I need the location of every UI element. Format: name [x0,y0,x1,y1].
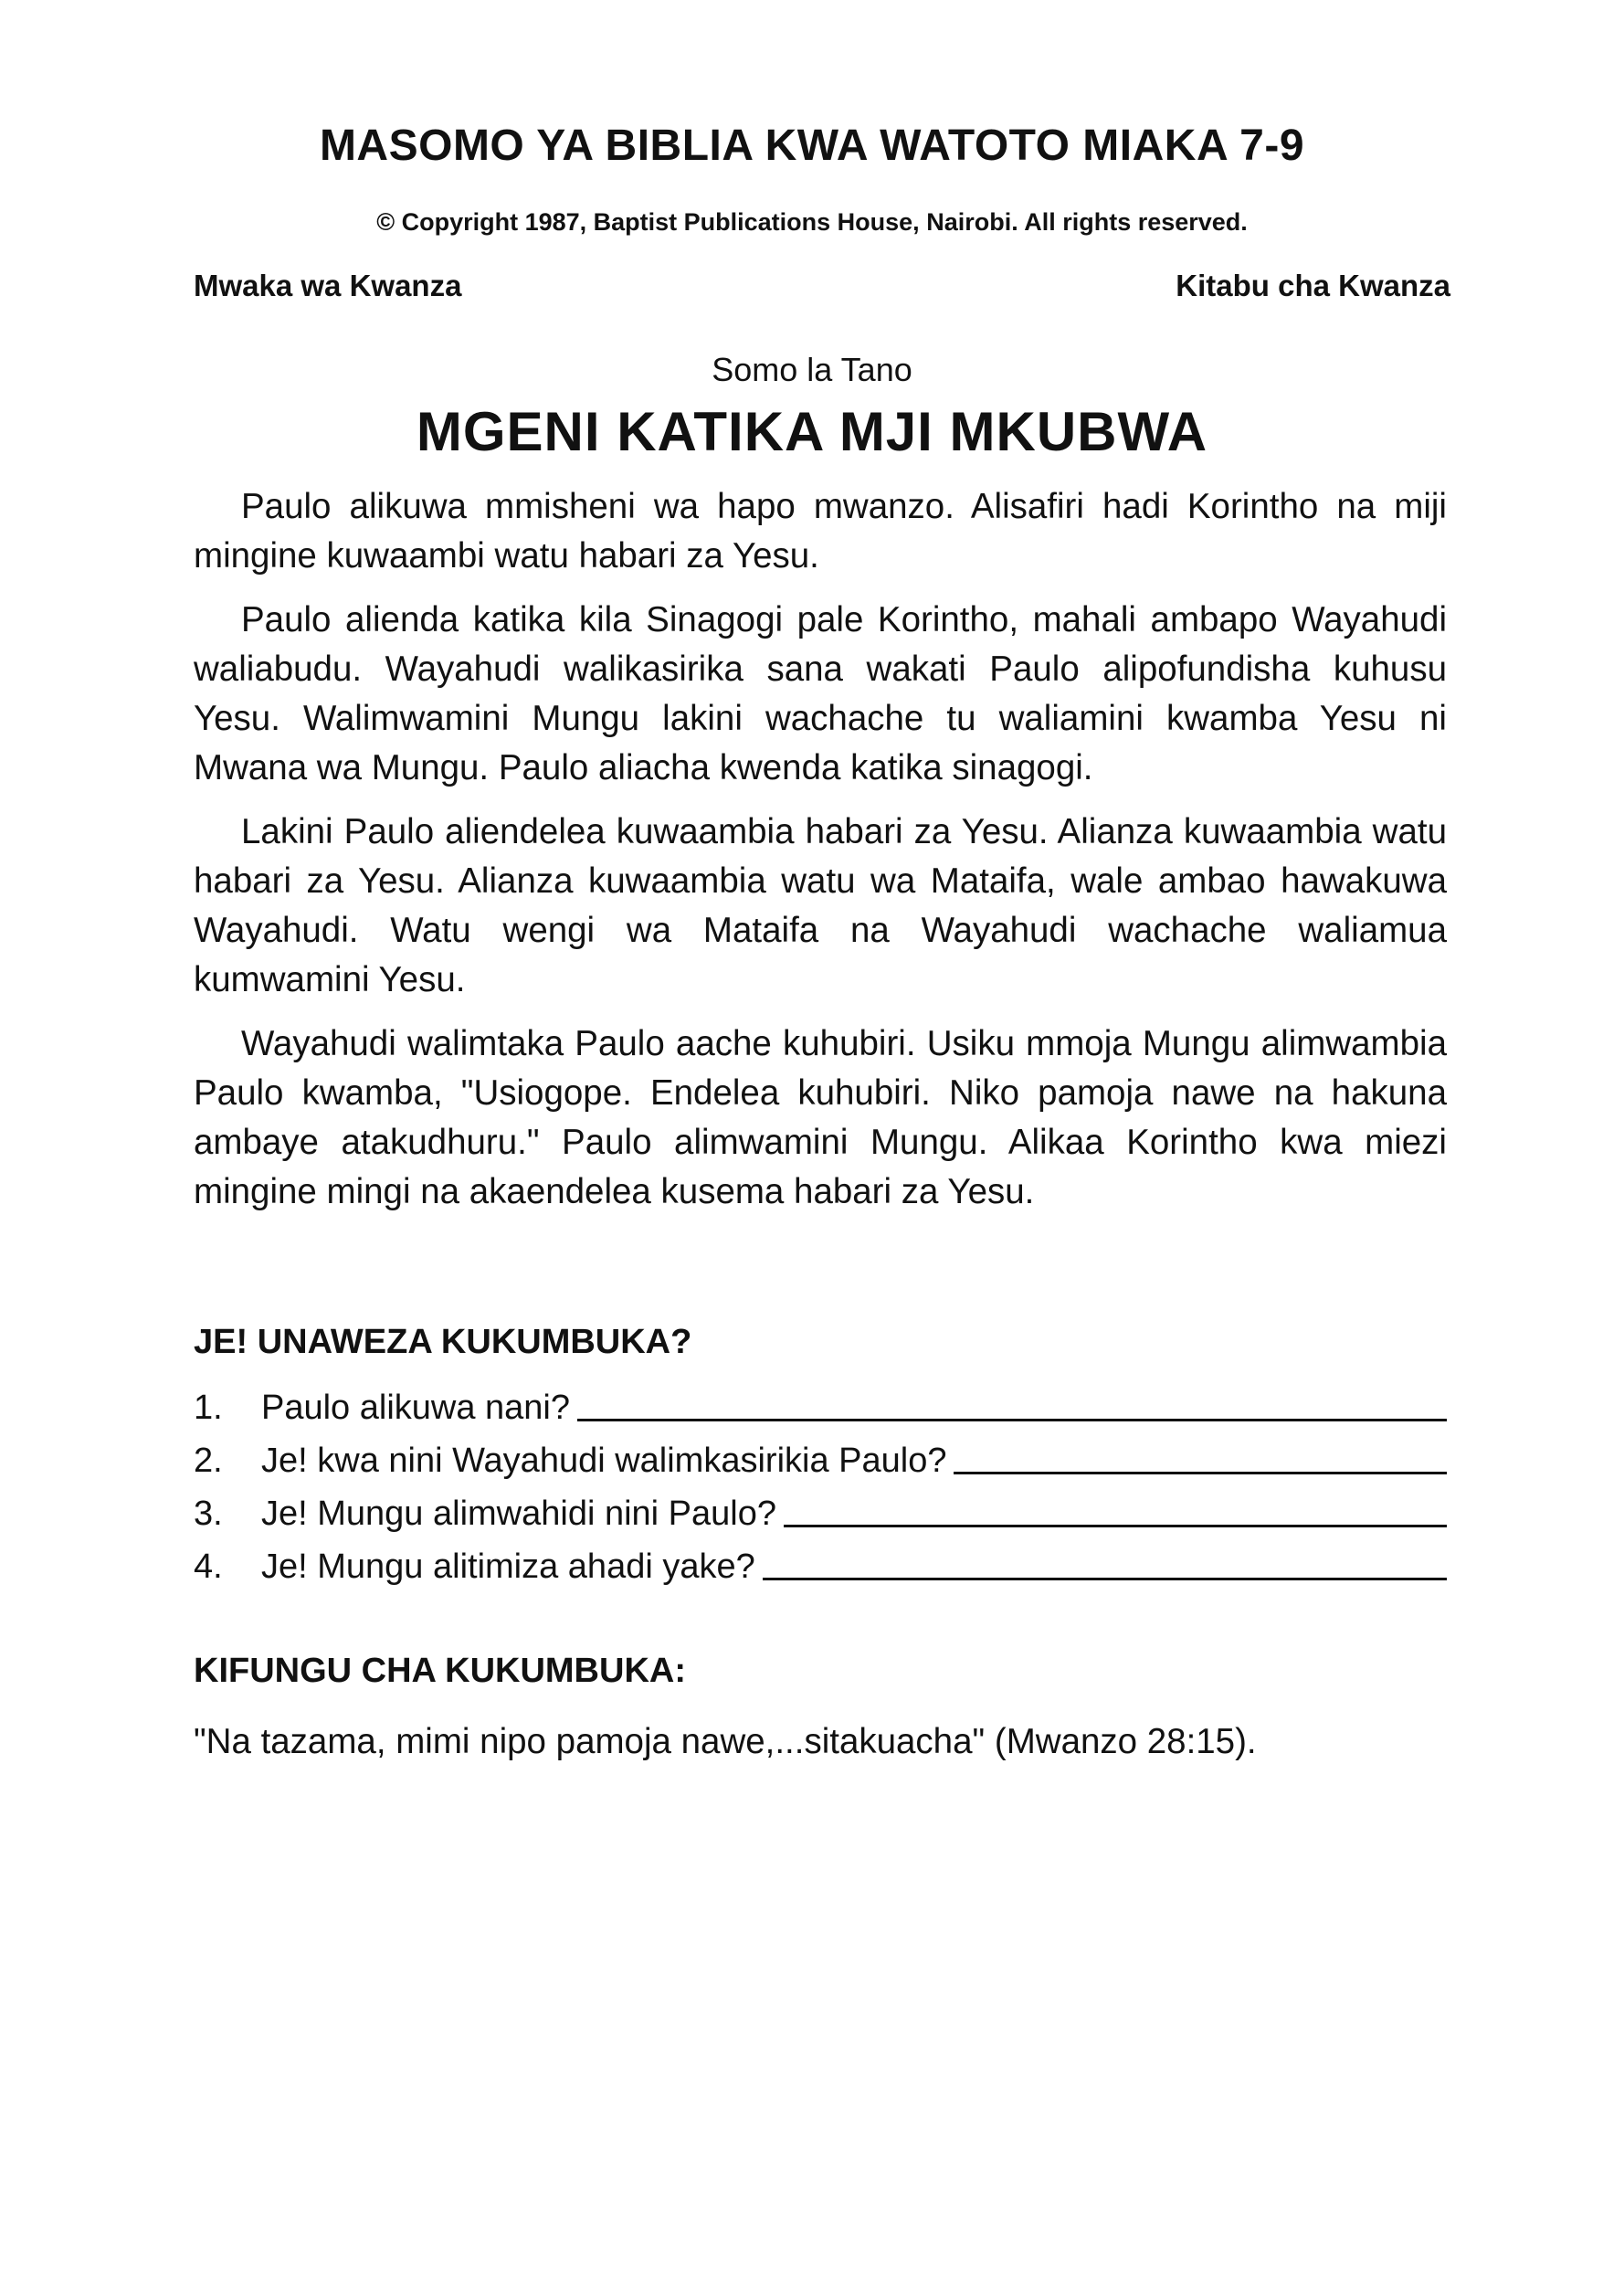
question-item [194,1547,1447,1599]
memory-verse-heading: KIFUNGU CHA KUKUMBUKA: [194,1652,686,1690]
copyright-notice: © Copyright 1987, Baptist Publications House, Nairobi. All rights reserved. [376,208,1248,236]
question-item [194,1495,1447,1546]
question-number: 1. [194,1389,223,1427]
question-item [194,1389,1447,1440]
answer-line[interactable] [784,1525,1447,1527]
lesson-title: MGENI KATIKA MJI MKUBWA [416,401,1208,462]
question-text: Je! Mungu alimwahidi nini Paulo? [261,1495,776,1533]
year-label: Mwaka wa Kwanza [194,269,462,302]
question-number: 2. [194,1442,223,1480]
answer-line[interactable] [763,1578,1447,1580]
question-number: 4. [194,1547,223,1586]
lesson-number: Somo la Tano [712,351,912,388]
question-item [194,1442,1447,1493]
story-paragraph: Lakini Paulo aliendelea kuwaambia habari za Yesu. Alianza kuwaambia watu habari za Yesu. Alianza kuwaambia watu wa Mataifa, wale ambao hawakuwa Wayahudi. Watu wengi wa Mataifa na Wayahudi wachache waliamua kumwamini Yesu. [194,812,1447,999]
story-paragraph: Paulo alienda katika kila Sinagogi pale Korintho, mahali ambapo Wayahudi waliabudu. Wayahudi walikasirika sana wakati Paulo alipofundisha kuhusu Yesu. Walimwamini Mungu lakini wachache tu waliamini kwamba Yesu ni Mwana wa Mungu. Paulo aliacha kwenda katika sinagogi. [194,600,1447,787]
answer-line[interactable] [954,1472,1447,1474]
answer-line[interactable] [577,1419,1447,1421]
book-label: Kitabu cha Kwanza [1176,269,1450,302]
story-paragraph: Paulo alikuwa mmisheni wa hapo mwanzo. Alisafiri hadi Korintho na miji mingine kuwaambi watu habari za Yesu. [194,487,1447,576]
review-heading: JE! UNAWEZA KUKUMBUKA? [194,1323,692,1361]
series-title: MASOMO YA BIBLIA KWA WATOTO MIAKA 7-9 [319,121,1305,170]
question-number: 3. [194,1495,223,1533]
question-text: Je! Mungu alitimiza ahadi yake? [261,1547,755,1586]
story-paragraph: Wayahudi walimtaka Paulo aache kuhubiri. Usiku mmoja Mungu alimwambia Paulo kwamba, "Usiogope. Endelea kuhubiri. Niko pamoja nawe na hakuna ambaye atakudhuru." Paulo alimwamini Mungu. Alikaa Korintho kwa miezi mingine mingi na akaendelea kusema habari za Yesu. [194,1024,1447,1211]
question-text: Je! kwa nini Wayahudi walimkasirikia Paulo? [261,1442,947,1480]
story-body [194,482,1447,1231]
memory-verse-text: "Na tazama, mimi nipo pamoja nawe,...sitakuacha" (Mwanzo 28:15). [194,1722,1257,1761]
question-text: Paulo alikuwa nani? [261,1389,571,1427]
question-list [194,1389,1447,1600]
